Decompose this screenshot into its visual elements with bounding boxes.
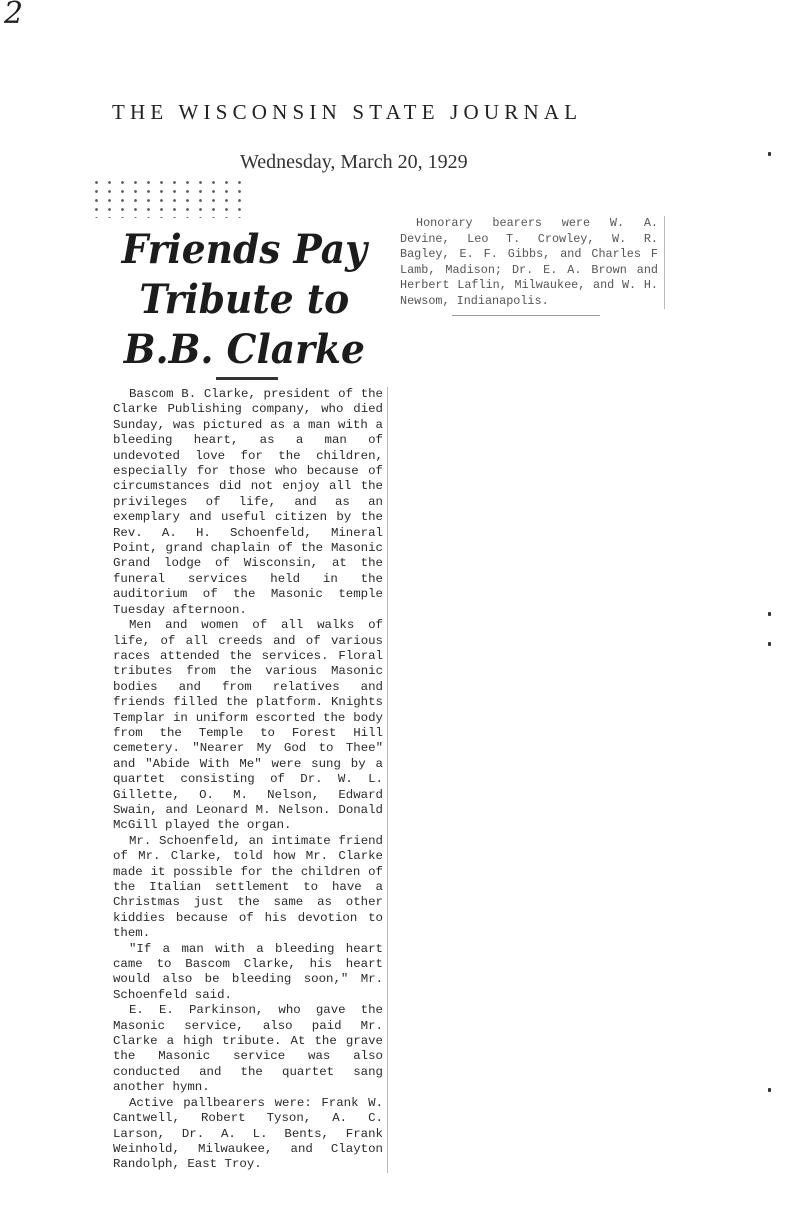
article-paragraph: "If a man with a bleeding heart came to Bascom Clarke, his heart would also be bleeding soon," Mr. Schoenfeld said. — [113, 941, 383, 1002]
headline-line-3: B.B. Clarke — [123, 326, 365, 373]
headline-line-2: Tribute to — [139, 276, 350, 323]
article-headline — [108, 225, 381, 375]
honorary-bearers-paragraph: Honorary bearers were W. A. Devine, Leo T. Crowley, W. R. Bagley, E. F. Gibbs, and Charles F Lamb, Madison; Dr. E. A. Brown and Herbert Laflin, Milwaukee, and W. H. Newsom, Indianapolis. — [400, 216, 658, 308]
column-end-rule — [452, 315, 600, 316]
headline-divider — [216, 377, 278, 380]
article-paragraph: E. E. Parkinson, who gave the Masonic service, also paid Mr. Clarke a high tribute. At the grave the Masonic service was also conducted and the quartet sang another hymn. — [113, 1003, 383, 1095]
newspaper-masthead: THE WISCONSIN STATE JOURNAL — [112, 100, 583, 124]
article-paragraph: Men and women of all walks of life, of all creeds and of various races attended the services. Floral tributes from the various Masonic bodies and from relatives and friends filled the platform. Knights Templar in uniform escorted the body from the Temple to Forest Hill cemetery. "Nearer My God to Thee" and "Abide With Me" were sung by a quartet consisting of Dr. W. L. Gillette, O. M. Nelson, Edward Swain, and Leonard M. Nelson. Donald McGill played the organ. — [113, 618, 383, 833]
article-paragraph: Active pallbearers were: Frank W. Cantwell, Robert Tyson, A. C. Larson, Dr. A. L. Bents, Frank Weinhold, Milwaukee, and Clayton Randolph, East Troy. — [113, 1095, 383, 1172]
honorary-bearers-column — [400, 216, 665, 309]
article-body-column — [113, 387, 388, 1173]
perforation-dots — [90, 178, 250, 218]
scan-speck — [768, 642, 771, 646]
headline-line-1: Friends Pay — [121, 226, 367, 273]
publication-date: Wednesday, March 20, 1929 — [240, 151, 468, 173]
scan-speck — [768, 1088, 771, 1092]
scan-speck — [768, 612, 771, 616]
page-number: 2 — [4, 0, 24, 31]
scan-speck — [768, 152, 771, 156]
article-paragraph: Mr. Schoenfeld, an intimate friend of Mr. Clarke, told how Mr. Clarke made it possible for the children of the Italian settlement to have a Christmas just the same as other kiddies because of his devotion to them. — [113, 833, 383, 941]
article-paragraph: Bascom B. Clarke, president of the Clarke Publishing company, who died Sunday, was pictured as a man with a bleeding heart, as a man of undevoted love for the children, especially for those who because of circumstances did not enjoy all the privileges of life, and as an exemplary and useful citizen by the Rev. A. H. Schoenfeld, Mineral Point, grand chaplain of the Masonic Grand lodge of Wisconsin, at the funeral services held in the auditorium of the Masonic temple Tuesday afternoon. — [113, 387, 383, 617]
